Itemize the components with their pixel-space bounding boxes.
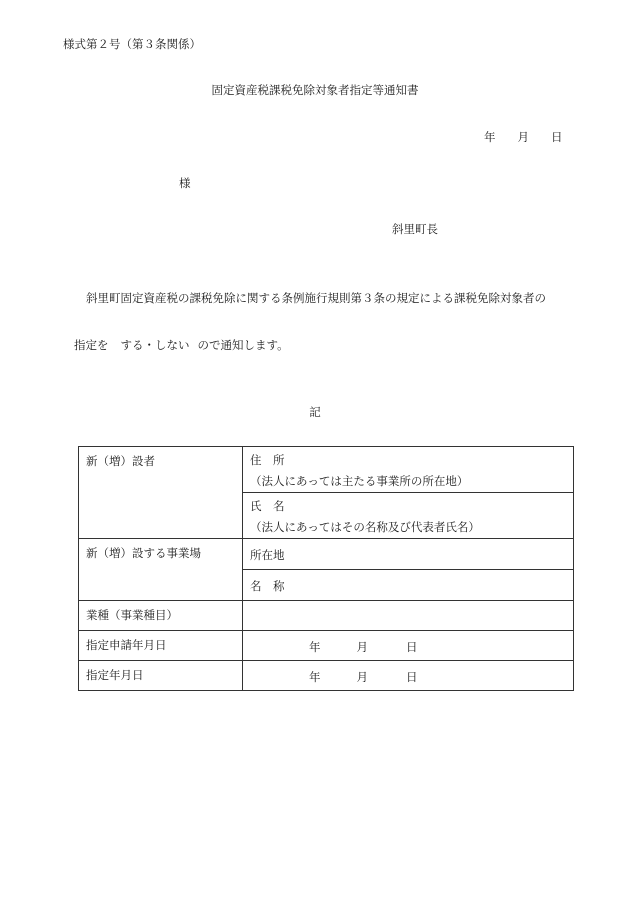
date-month-label: 月 [517,130,529,144]
date-year-label: 年 [484,130,496,144]
address-note: （法人にあっては主たる事業所の所在地） [250,474,469,488]
location-label: 所在地 [243,539,574,570]
body-text-line-1: 斜里町固定資産税の課税免除に関する条例施行規則第３条の規定による課税免除対象者の [86,291,546,305]
issue-date-line [484,129,563,145]
facility-name-label: 名 称 [243,570,574,601]
name-note: （法人にあってはその名称及び代表者氏名） [250,520,480,534]
ki-heading: 記 [309,405,321,419]
designation-form-table [78,446,574,691]
body-text-line-2 [74,337,289,353]
address-label: 住 所 [250,453,285,467]
new-facility-label: 新（増）設する事業場 [79,539,243,601]
application-date-label: 指定申請年月日 [79,631,243,661]
body-line2-suffix: ので通知します。 [197,338,289,352]
designation-date-cell [243,661,574,691]
designation-date-year: 年 [309,670,321,684]
issuer-name: 斜里町長 [392,222,438,236]
application-date-day: 日 [406,640,418,654]
designation-date-label: 指定年月日 [79,661,243,691]
name-cell [243,493,574,539]
designation-date-day: 日 [406,670,418,684]
designation-choice: する・しない [120,338,190,352]
date-day-label: 日 [551,130,563,144]
form-number: 様式第２号（第３条関係） [63,37,201,51]
new-establisher-label: 新（増）設者 [79,447,243,539]
address-cell [243,447,574,493]
name-label: 氏 名 [250,499,285,513]
industry-label: 業種（事業種目） [79,601,243,631]
body-line2-prefix: 指定を [74,338,109,352]
document-title: 固定資産税課税免除対象者指定等通知書 [211,83,419,97]
application-date-month: 月 [356,640,368,654]
addressee-suffix: 様 [179,176,191,190]
designation-date-month: 月 [356,670,368,684]
application-date-year: 年 [309,640,321,654]
application-date-cell [243,631,574,661]
industry-value-cell [243,601,574,631]
